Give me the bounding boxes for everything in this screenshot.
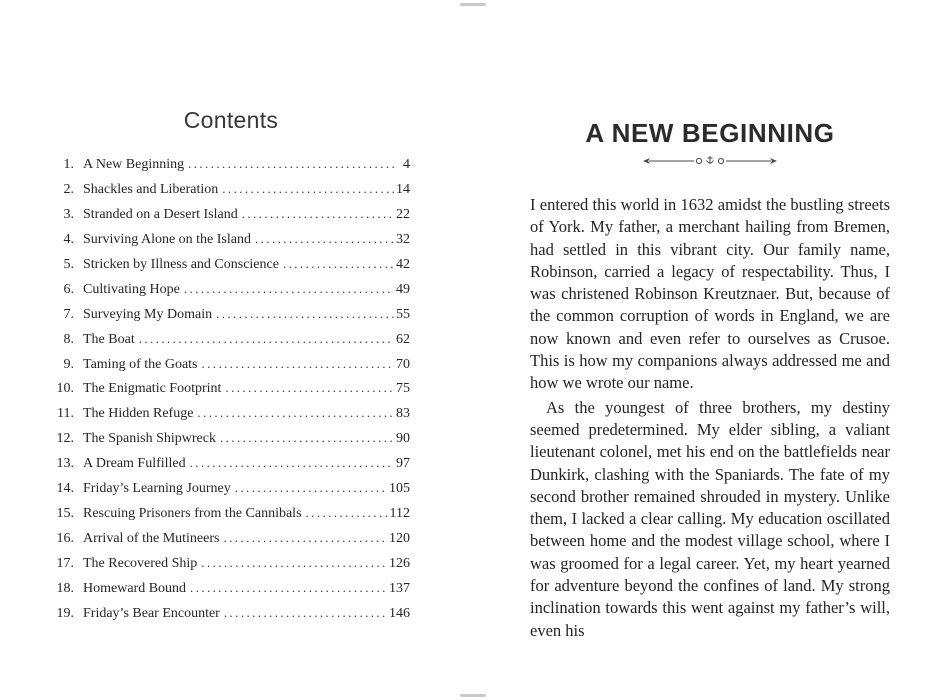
toc-entry[interactable] xyxy=(52,181,410,206)
toc-entry-page: 62 xyxy=(396,331,410,347)
toc-entry[interactable] xyxy=(52,156,410,181)
toc-entry-page: 83 xyxy=(396,406,410,422)
toc-leader-dots xyxy=(222,181,394,197)
toc-leader-dots xyxy=(184,281,394,297)
toc-leader-dots xyxy=(220,430,394,446)
toc-entry-number: 12. xyxy=(56,431,74,447)
spread-divider-handle-top-icon xyxy=(460,3,486,6)
toc-entry-title: Homeward Bound xyxy=(83,580,187,596)
toc-leader-dots xyxy=(216,306,394,322)
toc-leader-dots xyxy=(225,380,394,396)
toc-entry[interactable] xyxy=(52,206,410,231)
toc-leader-dots xyxy=(139,331,394,347)
toc-entry-number: 16. xyxy=(56,531,74,547)
toc-leader-dots xyxy=(242,206,394,222)
toc-entry-number: 5. xyxy=(63,256,74,272)
toc-entry-title: Surveying My Domain xyxy=(83,306,213,322)
toc-entry-page: 146 xyxy=(389,605,410,621)
toc-list xyxy=(52,156,410,630)
toc-entry-title: Surviving Alone on the Island xyxy=(83,231,251,247)
toc-entry-page: 32 xyxy=(396,231,410,247)
toc-entry-title: The Recovered Ship xyxy=(83,556,198,571)
toc-entry-page: 49 xyxy=(396,281,410,297)
toc-leader-dots xyxy=(190,455,394,471)
toc-entry-number: 9. xyxy=(63,356,74,372)
toc-entry-title: Rescuing Prisoners from the Cannibals xyxy=(83,506,302,522)
toc-entry[interactable] xyxy=(52,505,410,530)
toc-entry-number: 1. xyxy=(63,157,74,172)
toc-entry-title: The Enigmatic Footprint xyxy=(83,381,222,397)
chapter-paragraph-2: As the youngest of three brothers, my destiny seemed predetermined. My elder sibling, a valiant lieutenant colonel, met his end on the battlefields near Dunkirk, clashing with the Spaniards. The fate of my second brother remained shrouded in mystery. Unlike them, I lacked a clear calling. My education oscillated between home and the modest village school, where I was groomed for a legal career. Yet, my heart yearned for adventure beyond the confines of land. My strong inclination towards this went against my father’s will, even his xyxy=(530,397,890,640)
toc-entry-page: 14 xyxy=(396,181,410,197)
toc-entry-page: 55 xyxy=(396,306,410,322)
toc-leader-dots xyxy=(255,231,394,247)
toc-entry[interactable] xyxy=(52,231,410,256)
toc-entry-title: Stranded on a Desert Island xyxy=(83,206,238,222)
toc-entry-number: 14. xyxy=(56,481,74,497)
toc-leader-dots xyxy=(188,156,398,172)
toc-entry-title: The Spanish Shipwreck xyxy=(83,431,216,447)
toc-entry-page: 97 xyxy=(396,456,410,472)
toc-entry[interactable] xyxy=(52,555,410,580)
toc-entry-title: A New Beginning xyxy=(83,157,185,172)
toc-entry[interactable] xyxy=(52,306,410,331)
toc-entry[interactable] xyxy=(52,530,410,555)
toc-entry[interactable] xyxy=(52,331,410,356)
toc-leader-dots xyxy=(283,256,394,272)
toc-entry[interactable] xyxy=(52,580,410,605)
toc-entry-page: 4 xyxy=(403,157,410,172)
toc-entry-title: Cultivating Hope xyxy=(83,281,180,297)
toc-entry-number: 4. xyxy=(63,231,74,247)
toc-entry-number: 15. xyxy=(56,506,74,522)
toc-entry-number: 8. xyxy=(63,331,74,347)
toc-leader-dots xyxy=(223,530,387,546)
chapter-paragraph-1: I entered this world in 1632 amidst the bustling streets of York. My father, a merchant hailing from Bremen, had settled in this vibrant city. Our family name, Robinson, carried a legacy of respectability. Thus, I was christened Robinson Kreutznaer. But, because of the common corruption of words in England, we are now known and even refer to ourselves as Crusoe. This is how my companions always addressed me and how we wrote our name. xyxy=(530,195,890,393)
toc-entry-number: 3. xyxy=(63,206,74,222)
chapter-title: A NEW BEGINNING xyxy=(585,118,835,148)
toc-leader-dots xyxy=(202,356,395,372)
contents-heading: Contents xyxy=(183,107,279,133)
toc-leader-dots xyxy=(201,555,387,571)
toc-entry-title: A Dream Fulfilled xyxy=(83,456,186,472)
toc-entry-title: Taming of the Goats xyxy=(83,356,198,372)
toc-entry-number: 13. xyxy=(56,456,74,472)
toc-entry-title: Friday’s Bear Encounter xyxy=(83,605,220,621)
toc-entry-number: 11. xyxy=(57,406,74,422)
chapter-page xyxy=(530,119,890,642)
spread-divider-handle-bottom-icon xyxy=(460,694,486,697)
toc-entry-number: 19. xyxy=(56,605,74,621)
toc-entry-title: Friday’s Learning Journey xyxy=(83,481,231,497)
toc-entry-page: 105 xyxy=(389,481,410,497)
toc-entry-number: 6. xyxy=(63,281,74,297)
toc-entry-number: 10. xyxy=(56,381,74,397)
toc-entry-page: 22 xyxy=(396,206,410,222)
toc-entry-title: The Hidden Refuge xyxy=(83,406,194,422)
toc-entry[interactable] xyxy=(52,605,410,630)
toc-entry[interactable] xyxy=(52,455,410,480)
toc-entry-title: Stricken by Illness and Conscience xyxy=(83,256,279,272)
toc-entry-title: Arrival of the Mutineers xyxy=(83,531,220,547)
toc-entry-title: The Boat xyxy=(83,331,135,347)
toc-entry-page: 112 xyxy=(389,506,410,522)
toc-entry[interactable] xyxy=(52,430,410,455)
toc-entry[interactable] xyxy=(52,256,410,281)
toc-entry-number: 2. xyxy=(63,181,74,197)
toc-entry-page: 70 xyxy=(396,356,410,372)
toc-leader-dots xyxy=(224,605,387,621)
contents-page xyxy=(52,105,410,630)
toc-entry-page: 137 xyxy=(389,580,410,596)
toc-entry-page: 90 xyxy=(396,431,410,447)
toc-leader-dots xyxy=(197,405,394,421)
toc-entry[interactable] xyxy=(52,380,410,405)
toc-entry-page: 42 xyxy=(396,256,410,272)
toc-entry-page: 126 xyxy=(389,556,410,571)
toc-entry-number: 7. xyxy=(63,306,74,322)
toc-leader-dots xyxy=(235,480,387,496)
toc-leader-dots xyxy=(306,505,388,521)
chapter-body xyxy=(530,194,890,642)
toc-entry[interactable] xyxy=(52,356,410,381)
toc-leader-dots xyxy=(190,580,387,596)
toc-entry-page: 120 xyxy=(389,531,410,547)
toc-entry[interactable] xyxy=(52,281,410,306)
toc-entry[interactable] xyxy=(52,480,410,505)
toc-entry-number: 17. xyxy=(56,556,74,571)
toc-entry-page: 75 xyxy=(396,381,410,397)
toc-entry-number: 18. xyxy=(56,580,74,596)
toc-entry[interactable] xyxy=(52,405,410,430)
chapter-divider-ornament-icon xyxy=(640,154,780,168)
toc-entry-title: Shackles and Liberation xyxy=(83,181,219,197)
